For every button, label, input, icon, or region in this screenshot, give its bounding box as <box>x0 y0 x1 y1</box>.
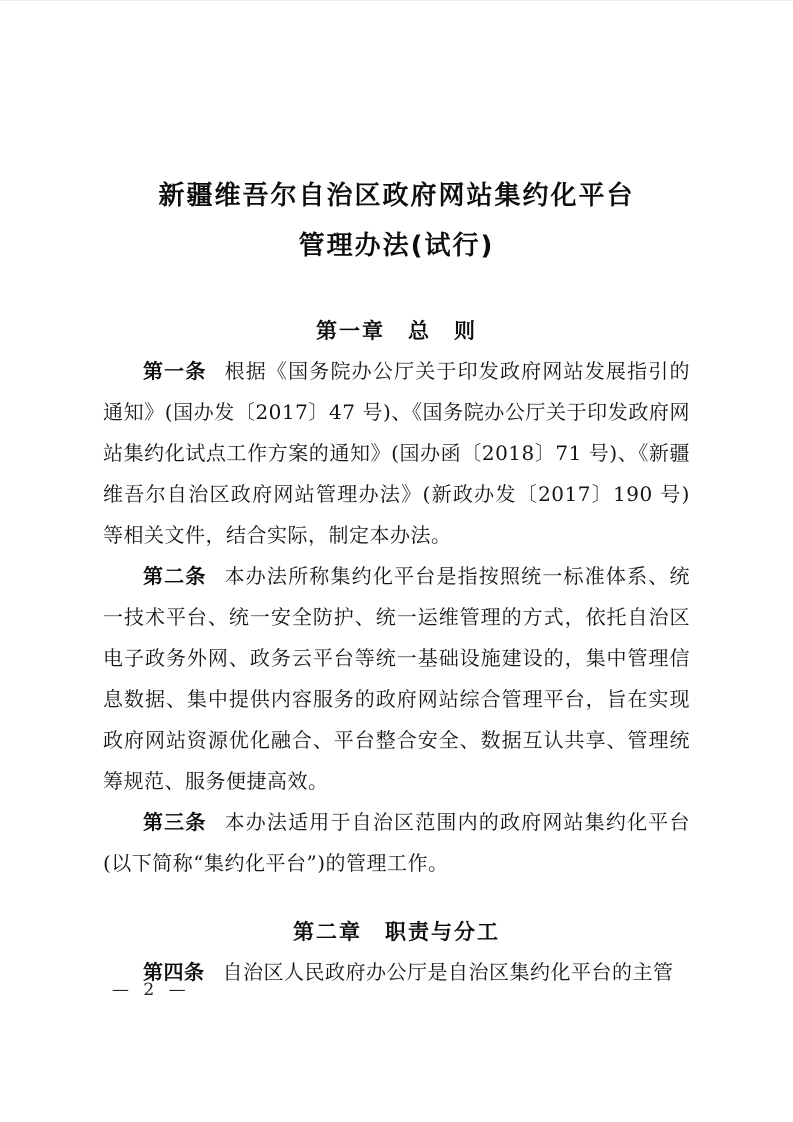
article-1-paragraph <box>103 351 690 556</box>
document-content <box>0 1 793 993</box>
chapter-1-heading: 第一章 总 则 <box>316 319 477 343</box>
article-4-paragraph <box>103 952 690 993</box>
article-3-label: 第三条 <box>143 810 207 834</box>
article-2-text: 本办法所称集约化平台是指按照统一标准体系、统一技术平台、统一安全防护、统一运维管理的方式，依托自治区电子政务外网、政务云平台等统一基础设施建设的，集中管理信息数据、集中提供内容服务的政府网站综合管理平台，旨在实现政府网站资源优化融合、平台整合安全、数据互认共享、管理统筹规范、服务便捷高效。 <box>103 564 690 793</box>
article-1-label: 第一条 <box>143 359 207 383</box>
page-number: — 2 — <box>112 980 186 1000</box>
article-3-text: 本办法适用于自治区范围内的政府网站集约化平台(以下简称“集约化平台”)的管理工作。 <box>103 810 690 875</box>
article-2-paragraph <box>103 556 690 802</box>
article-1-text: 根据《国务院办公厅关于印发政府网站发展指引的通知》(国办发〔2017〕47 号)、《国务院办公厅关于印发政府网站集约化试点工作方案的通知》(国办函〔2018〕71 号)、《新疆维吾尔自治区政府网站管理办法》(新政办发〔2017〕190 号)等相关文件，结合实际，制定本办法。 <box>103 359 690 547</box>
article-2-label: 第二条 <box>143 564 207 588</box>
document-title-line-2: 管理办法(试行) <box>298 231 495 261</box>
article-4-text: 自治区人民政府办公厅是自治区集约化平台的主管 <box>222 960 674 984</box>
document-title-line-1: 新疆维吾尔自治区政府网站集约化平台 <box>158 181 635 211</box>
chapter-2-heading: 第二章 职责与分工 <box>293 920 500 944</box>
article-4-label: 第四条 <box>143 960 205 984</box>
article-3-paragraph <box>103 802 690 884</box>
